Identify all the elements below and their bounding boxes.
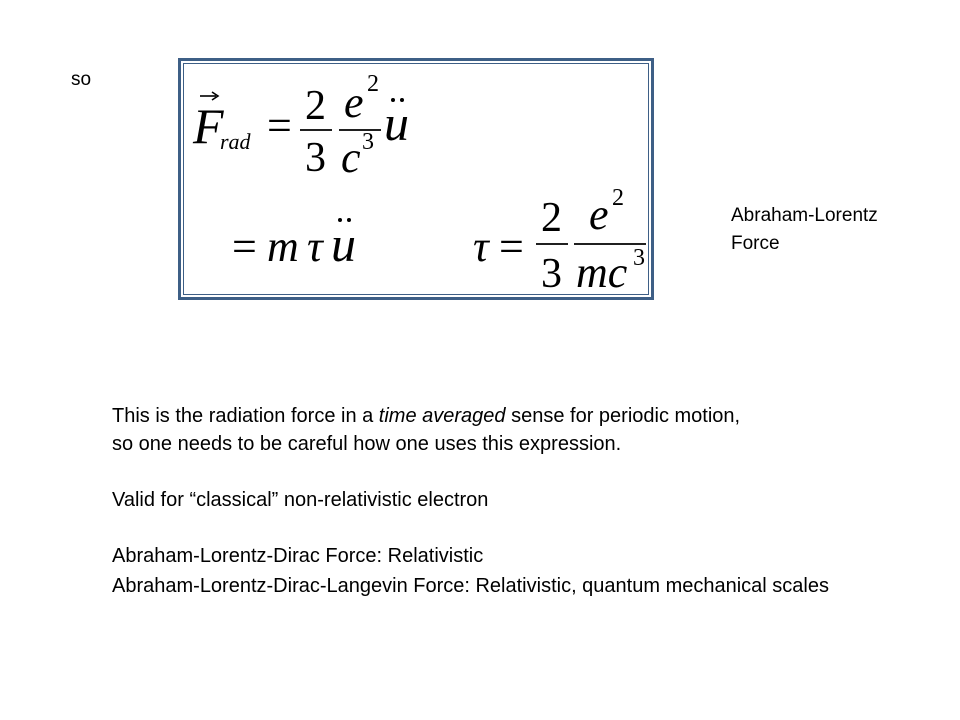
dot: [400, 98, 404, 102]
tau-symbol: τ: [307, 222, 323, 271]
force-lhs: [192, 92, 252, 154]
speed-of-light-c: c: [341, 133, 361, 182]
force-subscript: rad: [220, 129, 251, 154]
tau-definition-symbol: τ: [473, 222, 489, 271]
velocity-u-2: u: [331, 216, 356, 272]
equals-sign-1: =: [267, 101, 292, 150]
force-symbol: F: [193, 98, 224, 154]
side-label-line-1: Abraham-Lorentz: [731, 205, 878, 226]
validity-note: Valid for “classical” non-relativistic electron: [112, 489, 489, 511]
radiation-force-formula: [181, 61, 651, 297]
ald-force-note: Abraham-Lorentz-Dirac Force: Relativistic: [112, 545, 484, 567]
mass-m: m: [267, 222, 299, 271]
charge-e: e: [589, 190, 609, 239]
numerator-2: 2: [305, 83, 326, 129]
fraction-two-thirds-2: [536, 195, 568, 297]
emphasized-text: time averaged: [378, 405, 506, 427]
dot: [338, 218, 342, 222]
e-exponent: 2: [612, 185, 624, 211]
explanation-line-2: so one needs to be careful how one uses this expression.: [112, 433, 622, 455]
text-segment: This is the radiation force in a: [112, 405, 379, 427]
mass-times-c: mc: [576, 248, 628, 297]
dot: [347, 218, 351, 222]
denominator-3: 3: [305, 135, 326, 181]
e-exponent: 2: [367, 71, 379, 97]
u-double-dot-2: [331, 216, 356, 272]
denominator-3: 3: [541, 251, 562, 297]
c-exponent: 3: [362, 129, 374, 155]
formula-box: [178, 58, 654, 300]
numerator-2: 2: [541, 195, 562, 241]
intro-word: so: [71, 69, 92, 90]
u-double-dot: [384, 95, 409, 151]
fraction-two-thirds-1: [300, 83, 332, 181]
aldl-force-note: Abraham-Lorentz-Dirac-Langevin Force: Relativistic, quantum mechanical scales: [112, 575, 829, 597]
fraction-e2-mc3: [574, 185, 646, 297]
equals-sign-2: =: [232, 222, 257, 271]
side-label-line-2: Force: [731, 233, 780, 254]
dot: [391, 98, 395, 102]
c-exponent: 3: [633, 245, 645, 271]
velocity-u: u: [384, 95, 409, 151]
equals-sign-3: =: [499, 222, 524, 271]
charge-e: e: [344, 78, 364, 127]
explanation-line-1: [112, 406, 740, 426]
vector-arrow-head: [212, 92, 218, 100]
text-segment: sense for periodic motion,: [505, 405, 741, 427]
fraction-e2-c3: [339, 71, 381, 182]
